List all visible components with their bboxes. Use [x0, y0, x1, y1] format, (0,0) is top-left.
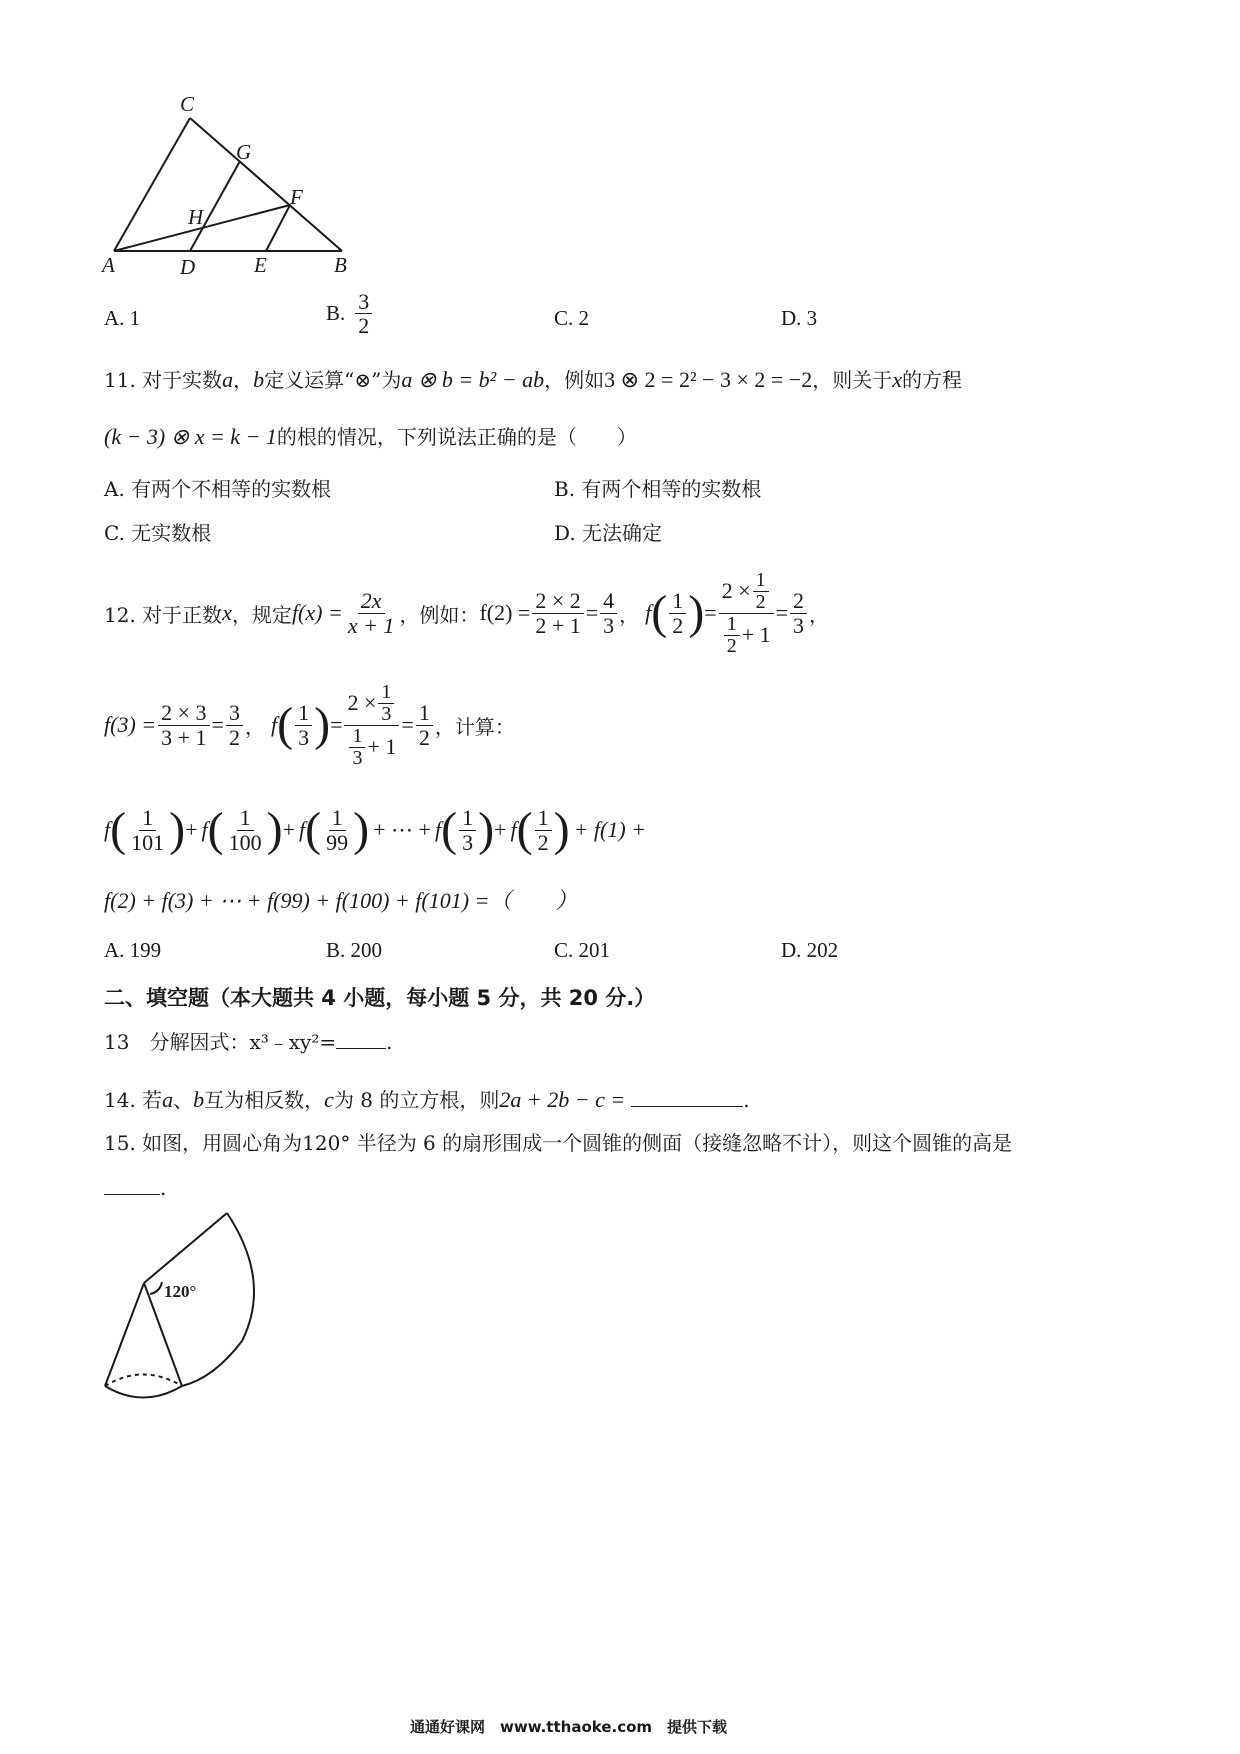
- comma: ，: [233, 368, 254, 392]
- equals-sign: =: [585, 600, 599, 625]
- var-x: x: [222, 600, 232, 625]
- cone-sector-figure: [96, 1206, 266, 1406]
- fraction-numerator: 2 × 3: [158, 701, 209, 725]
- ellipsis-plus: + ⋯ +: [373, 817, 431, 842]
- fraction-denominator: 2: [726, 634, 737, 657]
- inner-fraction: [724, 614, 740, 657]
- q12-third: [295, 701, 312, 748]
- q11-def-expr: a ⊗ b = b² − ab: [401, 367, 545, 392]
- fraction-denominator: 3: [603, 612, 615, 638]
- point-label-g: G: [236, 140, 252, 164]
- right-paren: ): [266, 803, 283, 856]
- left-paren: (: [305, 803, 322, 856]
- q12-option-c[interactable]: C. 201: [554, 938, 611, 962]
- separator: ，: [619, 602, 640, 627]
- q14-line: [104, 1084, 750, 1113]
- q12-line2: [104, 670, 515, 780]
- q13-line: [104, 1026, 392, 1055]
- fraction-numerator: 1: [724, 614, 740, 636]
- q13-text: 13 分解因式：x³﹣xy²=: [104, 1030, 337, 1054]
- plus-sign: +: [282, 817, 296, 842]
- fraction-numerator: 1: [329, 806, 346, 830]
- sum-term-1-2: [535, 806, 552, 853]
- q11-option-c[interactable]: C. 无实数根: [104, 521, 212, 545]
- fraction-denominator: 2: [537, 829, 549, 855]
- fraction-numerator: 1: [295, 701, 312, 725]
- two-times: 2 ×: [347, 690, 377, 716]
- q12-sum-line2: f(2) + f(3) + ⋯ + f(99) + f(100) + f(101) =（ ）: [104, 888, 578, 913]
- q12-f-half-result: [790, 589, 807, 636]
- fraction-denominator: 2 + 1: [535, 612, 581, 638]
- plus-sign: +: [185, 817, 198, 842]
- equals-sign: =: [775, 600, 789, 625]
- f1-term: + f(1) +: [573, 817, 647, 842]
- fraction-numerator: 1: [459, 806, 476, 830]
- q12-f3-result: [226, 701, 243, 748]
- triangle-figure: [100, 95, 400, 315]
- answer-blank[interactable]: [631, 1106, 743, 1107]
- q12-f3-fraction: [158, 701, 209, 748]
- fraction-numerator: [344, 682, 399, 726]
- fraction-numerator: 3: [226, 701, 243, 725]
- fraction-denominator: 3: [793, 612, 805, 638]
- q12-f2-result: [600, 589, 617, 636]
- sum-term-1-101: [128, 806, 167, 853]
- q12-f3: f(3) =: [104, 712, 157, 737]
- plus-one: + 1: [741, 622, 771, 648]
- left-paren: (: [516, 803, 533, 856]
- fraction-numerator: 1: [378, 682, 394, 704]
- q10-option-d[interactable]: D. 3: [781, 306, 818, 330]
- sep: 、: [173, 1088, 194, 1112]
- fraction-denominator: 3: [381, 702, 392, 725]
- q12-f-third-complex-fraction: [344, 682, 399, 769]
- q14-mid2: 为 8 的立方根，则: [333, 1088, 500, 1112]
- q10-option-a[interactable]: A. 1: [104, 306, 141, 330]
- fraction-denominator: 3 + 1: [161, 724, 207, 750]
- q12-fx-fraction: [345, 589, 398, 636]
- left-paren: (: [441, 803, 458, 856]
- q12-half: [669, 589, 686, 636]
- q12-option-b[interactable]: B. 200: [326, 938, 383, 962]
- q10-option-b-label: B.: [326, 301, 346, 326]
- point-label-h: H: [188, 205, 204, 229]
- fraction-denominator: 3: [462, 829, 474, 855]
- left-paren: (: [110, 803, 127, 856]
- fraction-numerator: 1: [139, 806, 156, 830]
- point-label-c: C: [180, 92, 195, 116]
- sum-term-1-100: [226, 806, 265, 853]
- q12-fx: f(x) =: [291, 600, 343, 625]
- fraction-numerator: 4: [600, 589, 617, 613]
- q10-option-b-fraction: [355, 290, 372, 337]
- q14-end: .: [743, 1088, 750, 1112]
- fraction-denominator: 2: [228, 724, 240, 750]
- point-label-d: D: [180, 255, 196, 279]
- point-label-f: F: [290, 185, 303, 209]
- fraction-numerator: 1: [416, 701, 433, 725]
- right-paren: ): [688, 586, 705, 639]
- q12-line1: [104, 558, 829, 668]
- q15-text: 15. 如图，用圆心角为120° 半径为 6 的扇形围成一个圆锥的侧面（接缝忽略不计），则这个圆锥的高是: [104, 1131, 1013, 1155]
- point-label-e: E: [254, 253, 267, 277]
- q11-question: 的根的情况，下列说法正确的是（ ）: [276, 425, 637, 449]
- q12-f2-fraction: [532, 589, 583, 636]
- q11-equation: (k − 3) ⊗ x = k − 1: [104, 424, 277, 449]
- q11-example-label: ，例如: [544, 368, 605, 392]
- q11-prefix: 11. 对于实数: [104, 368, 223, 392]
- plus-one: + 1: [367, 734, 397, 760]
- f-symbol: f: [201, 817, 208, 842]
- fraction-denominator: 100: [228, 829, 262, 855]
- q11-def-text: 定义运算“⊗”为: [264, 368, 402, 392]
- q12-f-half-complex-fraction: [719, 570, 774, 657]
- left-paren: (: [651, 586, 668, 639]
- right-paren: ): [478, 803, 495, 856]
- fraction-denominator: x + 1: [347, 612, 395, 638]
- right-paren: ): [314, 698, 331, 751]
- fraction-denominator: 101: [131, 829, 165, 855]
- q12-option-a[interactable]: A. 199: [104, 938, 162, 962]
- fraction-denominator: 3: [298, 724, 310, 750]
- f-symbol: f: [104, 817, 111, 842]
- fraction-denominator: [719, 614, 774, 657]
- fraction-denominator: 99: [326, 829, 349, 855]
- inner-fraction: [378, 682, 394, 725]
- fraction-numerator: 1: [349, 726, 365, 748]
- q12-option-d[interactable]: D. 202: [781, 938, 839, 962]
- fraction-numerator: 3: [355, 290, 372, 314]
- equals-sign: =: [704, 600, 717, 625]
- answer-blank[interactable]: [104, 1194, 160, 1195]
- q11-suffix: ，则关于: [812, 368, 893, 392]
- q10-option-b[interactable]: [326, 290, 374, 337]
- left-paren: (: [277, 698, 294, 751]
- q12-prefix: 12. 对于正数: [104, 602, 223, 627]
- fraction-numerator: 1: [535, 806, 552, 830]
- point-label-b: B: [334, 253, 347, 277]
- sum-term-1-3: [459, 806, 476, 853]
- q14-prefix: 14. 若: [104, 1088, 163, 1112]
- point-label-a: A: [102, 253, 115, 277]
- fraction-numerator: 2x: [358, 589, 385, 613]
- q15-end: .: [160, 1176, 167, 1200]
- f-symbol: f: [299, 817, 306, 842]
- var-c: c: [324, 1087, 334, 1112]
- two-times: 2 ×: [721, 578, 751, 604]
- q14-mid: 互为相反数，: [204, 1088, 325, 1112]
- q12-f-third-result: [416, 701, 433, 748]
- var-b: b: [193, 1087, 205, 1112]
- section-heading: 二、填空题（本大题共 4 小题，每小题 5 分，共 20 分.）: [104, 986, 656, 1010]
- equals-sign: =: [330, 712, 343, 737]
- var-b: b: [253, 367, 265, 392]
- left-paren: (: [207, 803, 224, 856]
- q11-line1: [104, 364, 962, 393]
- var-a: a: [162, 1087, 174, 1112]
- plus-sign: +: [494, 817, 507, 842]
- sum-term-1-99: [323, 806, 351, 853]
- q14-expr: 2a + 2b − c =: [499, 1087, 626, 1112]
- fraction-denominator: [344, 726, 399, 769]
- right-paren: ): [353, 803, 370, 856]
- q11-example-expr: 3 ⊗ 2 = 2² − 3 × 2 = −2: [604, 367, 813, 392]
- q12-example-label: ，例如：: [399, 602, 480, 627]
- q15-answer-line: [104, 1176, 166, 1200]
- q12-sum-line1: [104, 795, 646, 865]
- f-symbol: f: [645, 600, 652, 625]
- fraction-denominator: 3: [352, 746, 363, 769]
- q11-end: 的方程: [901, 368, 962, 392]
- q11-line2: [104, 421, 637, 450]
- inner-fraction: [753, 570, 769, 613]
- var-x: x: [892, 367, 902, 392]
- separator: ，: [244, 714, 265, 739]
- fraction-denominator: 2: [755, 590, 766, 613]
- fraction-denominator: 2: [672, 612, 684, 638]
- fraction-numerator: 2 × 2: [532, 589, 583, 613]
- q10-option-c[interactable]: C. 2: [554, 306, 590, 330]
- footer-text: 通通好课网 www.tthaoke.com 提供下载: [410, 1718, 728, 1736]
- q11-option-a[interactable]: A. 有两个不相等的实数根: [104, 477, 332, 501]
- equals-sign: =: [401, 712, 414, 737]
- answer-blank[interactable]: [336, 1048, 386, 1049]
- right-paren: ): [169, 803, 186, 856]
- fraction-denominator: 2: [418, 724, 430, 750]
- f-symbol: f: [434, 817, 442, 842]
- q11-option-b[interactable]: B. 有两个相等的实数根: [554, 477, 762, 501]
- fraction-numerator: [719, 570, 774, 614]
- var-a: a: [222, 367, 234, 392]
- inner-fraction: [349, 726, 365, 769]
- fraction-numerator: 1: [669, 589, 686, 613]
- q12-calc-label: ，计算：: [434, 714, 515, 739]
- q11-option-d[interactable]: D. 无法确定: [554, 521, 663, 545]
- q12-f2: f(2) =: [479, 600, 531, 625]
- equals-sign: =: [211, 712, 224, 737]
- f-symbol: f: [510, 817, 517, 842]
- f-symbol: f: [270, 712, 278, 737]
- fraction-denominator: 2: [358, 313, 370, 339]
- cone-angle-label: 120°: [164, 1282, 197, 1301]
- fraction-numerator: 1: [753, 570, 769, 592]
- fraction-numerator: 1: [237, 806, 254, 830]
- separator: ，: [809, 602, 830, 627]
- right-paren: ): [553, 803, 570, 856]
- fraction-numerator: 2: [790, 589, 807, 613]
- q12-rule-label: ，规定: [231, 602, 292, 627]
- q13-end: .: [386, 1030, 393, 1054]
